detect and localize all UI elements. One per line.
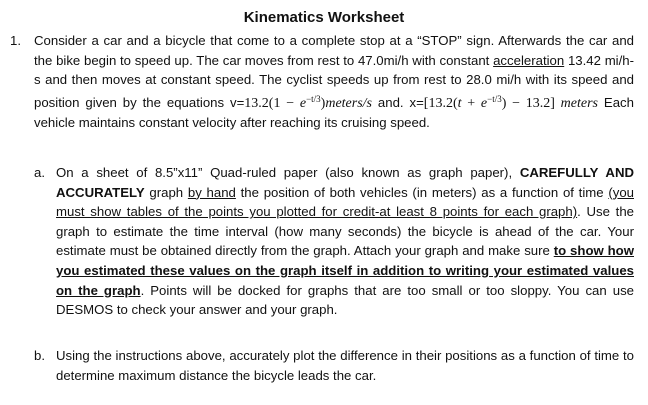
part-a-text-2: graph	[144, 184, 188, 200]
by-hand-emphasis: by hand	[187, 184, 236, 200]
part-a-text-1: On a sheet of 8.5”x11” Quad-ruled paper (also known as graph paper),	[56, 165, 520, 180]
question-1-body	[34, 31, 634, 133]
part-a-text	[56, 163, 634, 320]
part-a-text-3: the position of both vehicles (in meters) as a function of time	[235, 184, 609, 200]
and-x-text: and. x=	[372, 94, 424, 110]
part-a-text-4: . Use the graph to estimate the time interval (how many seconds) the bicycle is ahead of the car. Your estimate must be obtained directly from the graph. Attach your graph and make sure	[56, 204, 634, 259]
estimate-instruction: to show how you estimated these values on the graph itself in addition to writing your estimated values on the graph	[56, 243, 634, 298]
worksheet-title: Kinematics Worksheet	[243, 9, 405, 26]
tables-requirement: (you must show tables of the points you plotted for credit-at least 8 points for each graph)	[56, 184, 634, 220]
acceleration-word: acceleration	[493, 52, 565, 68]
intro-text-3: Each vehicle maintains constant velocity after reaching its cruising speed.	[34, 94, 634, 131]
part-a	[10, 163, 634, 320]
careful-emphasis: CAREFULLY AND ACCURATELY	[56, 165, 634, 200]
part-b-text: Using the instructions above, accurately plot the difference in their positions as a function of time to determine maximum distance the bicycle leads the car.	[56, 348, 634, 383]
velocity-equation: $13.2(1 - e^{-t/3})meters/s$	[244, 93, 372, 111]
part-a-label: a.	[34, 165, 45, 180]
intro-text-2: 13.42 mi/h-s and then moves at constant speed. The cyclist speeds up from rest to 28.0 mi/h with its speed and position given by the equations v=	[34, 52, 634, 110]
question-number: 1.	[10, 33, 21, 48]
part-b	[10, 346, 634, 385]
position-equation: $[13.2(t + e^{-t/3}) - 13.2]$ meters	[423, 93, 599, 111]
part-b-label: b.	[34, 348, 45, 363]
part-a-text-5: . Points will be docked for graphs that are too small or too sloppy. You can use DESMOS to check your answer and your graph.	[56, 282, 634, 318]
intro-text-1: Consider a car and a bicycle that come to a complete stop at a “STOP” sign. Afterwards the car and the bike begin to speed up. The car moves from rest to 47.0mi/h with constant	[34, 33, 634, 68]
question-1	[10, 31, 634, 133]
